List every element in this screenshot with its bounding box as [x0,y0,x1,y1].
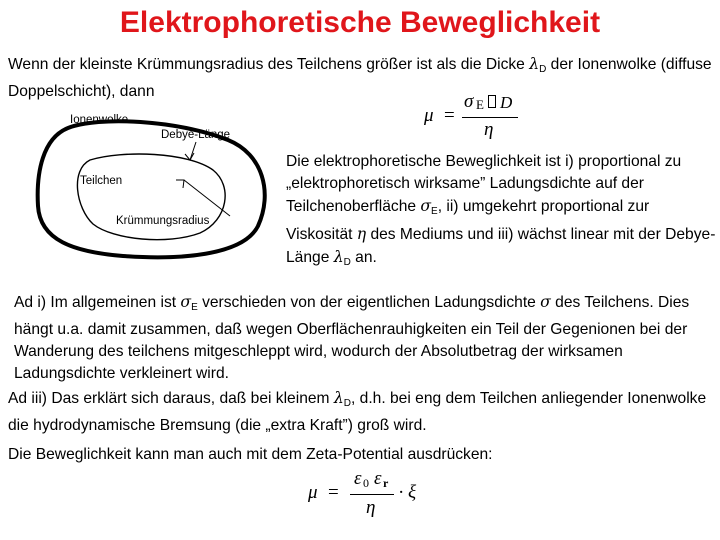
props-text1: Die elektrophoretische Beweglichkeit ist i) proportional zu „elektrophoretisch wirksame” Ladungsdichte auf der Teilchenoberfläche [286,153,682,215]
formula1-sigma-sub: E [476,97,484,112]
ion-cloud-diagram [28,108,278,268]
label-debye-laenge: Debye-Länge [161,129,231,141]
lambda-subscript: D [539,64,547,75]
formula2-mu: μ [308,482,318,503]
formula-zeta [308,470,428,530]
lambda-symbol: λ [333,389,344,407]
para-i-text1: Ad i) Im allgemeinen ist [14,294,181,311]
formula1-eta: η [484,119,494,140]
sigma-symbol: σ [420,197,432,215]
formula1-equals: = [444,105,455,126]
formula2-epsilon0-sub: 0 [363,476,369,490]
formula-mobility [424,91,534,145]
zeta-sentence: Die Beweglichkeit kann man auch mit dem Zeta-Potential ausdrücken: [8,446,493,463]
intro-text [8,53,713,103]
eta-symbol: η [356,225,367,243]
formula1-mu: μ [424,105,434,126]
lambda-subscript: D [343,398,351,409]
props-text4: an. [350,249,377,266]
sigma-symbol-2: σ [540,293,551,311]
para-iii-text1: Ad iii) Das erklärt sich daraus, daß bei kleinem [8,390,334,407]
label-kruemmungsradius: Krümmungsradius [116,215,210,227]
formula2-eta: η [366,497,376,518]
para-i-text2: verschieden von der eigentlichen Ladungsdichte [197,294,541,311]
label-teilchen: Teilchen [80,175,123,187]
formula1-placeholder-box [488,95,496,108]
formula2-dot: · [398,482,405,503]
mobility-properties [286,151,716,274]
paragraph-ad-iii [8,387,713,437]
props-text2: , ii) umgekehrt proportional zur Viskosität [286,198,650,243]
label-ionenwolke: Ionenwolke [70,114,129,126]
formula1-fraction-bar [462,117,518,118]
sigma-subscript: E [191,302,198,313]
para-i-text3: des Teilchens. Dies hängt u.a. damit zusammen, daß wegen Oberflächenrauhigkeiten ein Teil der Gegenionen bei der Wanderung des teilchens mitgeschleppt wird, wodurch der Absolutbetrag der wirksamen Ladungsdichte verkleinert wird. [14,294,690,382]
lambda-symbol: λ [529,55,540,73]
radius-arrowhead [176,180,184,188]
paragraph-ad-i [14,291,714,385]
formula2-epsilonr: ε [374,468,382,489]
props-text3: des Mediums und iii) wächst linear mit der Debye-Länge [286,226,716,266]
page-title: Elektrophoretische Beweglichkeit [119,6,601,39]
para-iii-text2: , d.h. bei eng dem Teilchen anliegender Ionenwolke die hydrodynamische Bremsung (die „extra Kraft”) groß wird. [8,390,707,434]
formula2-epsilon0: ε [354,468,362,489]
formula2-equals: = [328,482,339,503]
formula1-D: D [500,93,513,112]
formula2-epsilonr-sub: r [383,476,389,490]
formula2-xi: ξ [408,482,417,503]
sigma-symbol: σ [180,293,192,311]
intro-part1: Wenn der kleinste Krümmungsradius des Teilchens größer ist als die Dicke [8,56,530,73]
formula1-sigma: σ [464,91,474,112]
ion-cloud-outline [38,121,265,257]
lambda-subscript: D [343,257,351,268]
sigma-subscript: E [431,206,438,217]
formula2-fraction-bar [350,494,394,495]
lambda-symbol: λ [333,248,344,266]
debye-arrow [190,142,196,160]
intro-part2: der Ionenwolke (diffuse Doppelschicht), dann [8,56,712,100]
